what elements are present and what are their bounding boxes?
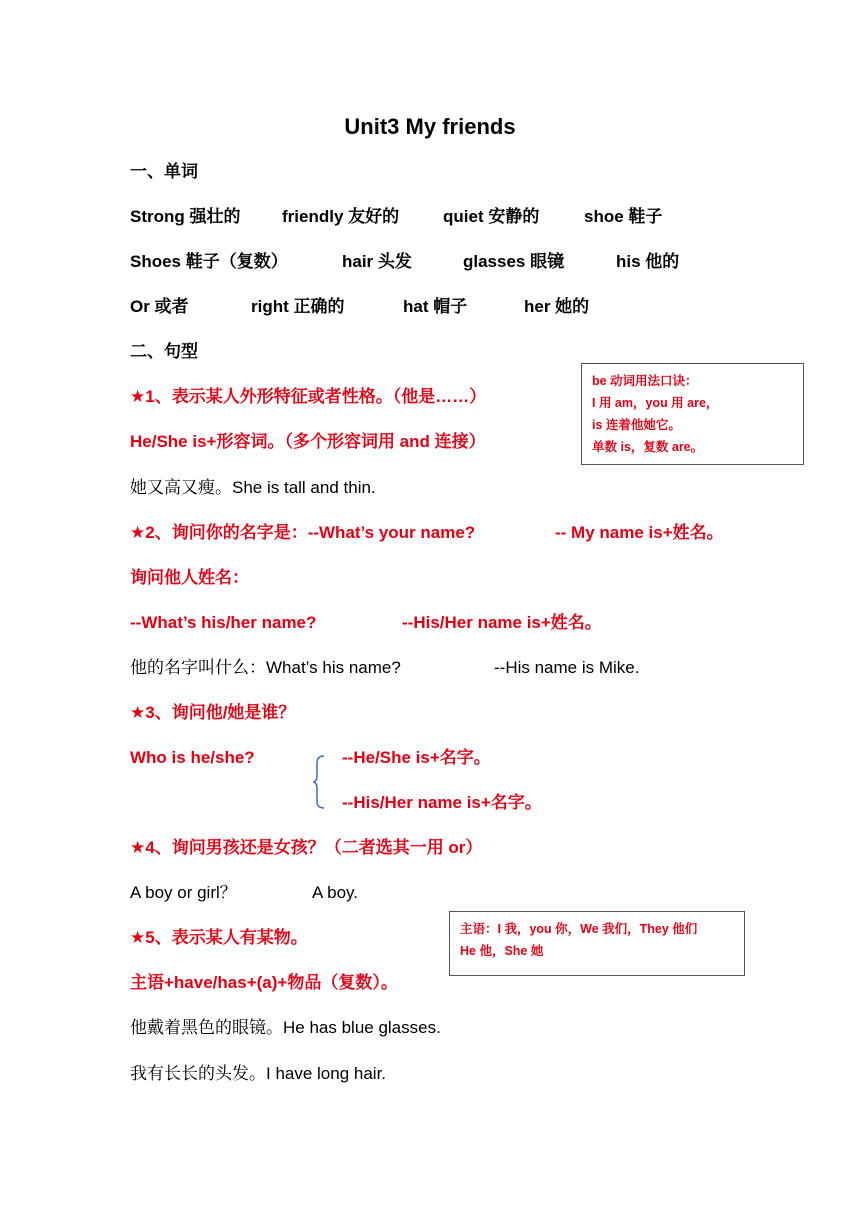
sentence-1-heading: ★1、表示某人外形特征或者性格。（他是……） (130, 387, 487, 406)
sentence-4-example-answer: A boy. (312, 883, 358, 902)
vocab-item: shoe 鞋子 (584, 207, 663, 226)
vocab-item: hat 帽子 (403, 297, 468, 316)
vocab-item: Or 或者 (130, 297, 189, 316)
vocab-item: right 正确的 (251, 297, 345, 316)
sentence-2-answer: --His/Her name is+姓名。 (402, 613, 602, 632)
sentence-4-example-question: A boy or girl？ (130, 883, 237, 902)
rule-line: I 用 am，you 用 are， (592, 396, 719, 410)
vocab-item: her 她的 (524, 297, 590, 316)
rule-line: 单数 is，复数 are。 (592, 440, 704, 454)
sentence-5-pattern: 主语+have/has+(a)+物品（复数）。 (130, 973, 398, 992)
page-title: Unit3 My friends (344, 114, 516, 139)
subject-pronoun-box (449, 911, 745, 976)
sentence-5-example-2: 我有长长的头发。I have long hair. (130, 1064, 387, 1083)
rule-line: 主语：I 我，you 你，We 我们，They 他们 (460, 922, 698, 936)
sentence-3-answer-1: --He/She is+名字。 (342, 748, 491, 767)
sentence-3-answer-2: --His/Her name is+名字。 (342, 793, 542, 812)
sentence-2-subheading: 询问他人姓名： (130, 568, 249, 587)
brace-icon (313, 755, 325, 809)
rule-line: He 他，She 她 (460, 944, 544, 958)
vocab-item: Shoes 鞋子（复数） (130, 252, 288, 271)
sentence-3-heading: ★3、询问他/她是谁？ (130, 703, 296, 722)
sentence-4-heading: ★4、询问男孩还是女孩？（二者选其一用 or） (130, 838, 483, 857)
vocab-item: friendly 友好的 (282, 207, 400, 226)
vocab-item: glasses 眼镜 (463, 252, 565, 271)
sentence-2-example-question: 他的名字叫什么：What’s his name? (130, 658, 401, 677)
sentence-2-heading-question: ★2、询问你的名字是：--What’s your name? (130, 523, 476, 542)
rule-line: be 动词用法口诀： (592, 374, 698, 388)
be-verb-rule-box (581, 363, 804, 465)
sentence-2-example-answer: --His name is Mike. (494, 658, 640, 677)
vocab-item: hair 头发 (342, 252, 412, 271)
rule-line: is 连着他她它。 (592, 418, 681, 432)
section-vocab-heading: 一、单词 (130, 162, 198, 181)
vocab-item: Strong 强壮的 (130, 207, 241, 226)
sentence-1-example: 她又高又瘦。She is tall and thin. (130, 478, 376, 497)
sentence-2-question: --What’s his/her name? (130, 613, 317, 632)
sentence-3-question: Who is he/she? (130, 748, 255, 767)
sentence-2-heading-answer: -- My name is+姓名。 (555, 523, 724, 542)
vocab-item: his 他的 (616, 252, 680, 271)
sentence-1-pattern: He/She is+形容词。（多个形容词用 and 连接） (130, 432, 486, 451)
section-sentences-heading: 二、句型 (130, 342, 198, 361)
vocab-item: quiet 安静的 (443, 207, 540, 226)
sentence-5-heading: ★5、表示某人有某物。 (130, 928, 308, 947)
sentence-5-example-1: 他戴着黑色的眼镜。He has blue glasses. (130, 1018, 441, 1037)
